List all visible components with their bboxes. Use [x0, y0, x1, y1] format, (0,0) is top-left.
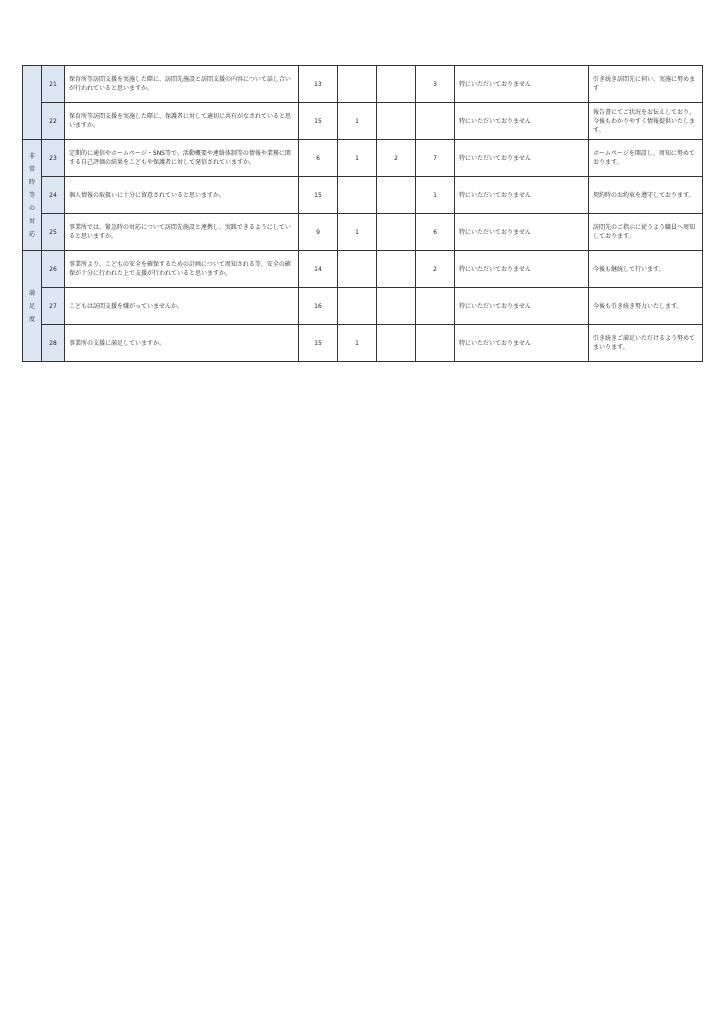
count-neutral	[338, 251, 377, 288]
count-neutral	[338, 66, 377, 103]
count-unknown: 3	[416, 66, 455, 103]
count-no	[377, 103, 416, 140]
category-satisfaction: 満 足 度	[23, 251, 42, 362]
count-unknown: 6	[416, 214, 455, 251]
count-no	[377, 214, 416, 251]
question-text: 保育所等訪問支援を実施した際に、保護者に対して適切に共有がなされていると思いますか。	[65, 103, 299, 140]
parent-remark: 特にいただいておりません	[455, 251, 589, 288]
count-yes: 15	[299, 103, 338, 140]
count-no	[377, 251, 416, 288]
parent-remark: 特にいただいておりません	[455, 177, 589, 214]
category-cell	[23, 66, 42, 140]
count-neutral: 1	[338, 140, 377, 177]
count-yes: 16	[299, 288, 338, 325]
parent-remark: 特にいただいておりません	[455, 288, 589, 325]
question-number: 24	[42, 177, 65, 214]
question-number: 22	[42, 103, 65, 140]
question-number: 27	[42, 288, 65, 325]
question-text: こどもは訪問支援を嫌がっていませんか。	[65, 288, 299, 325]
facility-response: 今後も継続して行います。	[589, 251, 703, 288]
count-no	[377, 177, 416, 214]
count-no	[377, 325, 416, 362]
count-unknown: 1	[416, 177, 455, 214]
survey-table	[22, 65, 703, 362]
count-no: 2	[377, 140, 416, 177]
facility-response: 今後も引き続き努力いたします。	[589, 288, 703, 325]
count-no	[377, 288, 416, 325]
parent-remark: 特にいただいておりません	[455, 140, 589, 177]
table-row	[23, 214, 703, 251]
count-unknown: 2	[416, 251, 455, 288]
count-neutral: 1	[338, 103, 377, 140]
facility-response: 契約時のお約束を遵守しております。	[589, 177, 703, 214]
count-neutral	[338, 288, 377, 325]
parent-remark: 特にいただいておりません	[455, 214, 589, 251]
question-text: 事業所の支援に満足していますか。	[65, 325, 299, 362]
question-text: 保育所等訪問支援を実施した際に、訪問先施設と訪問支援の内容について話し合いが行われていると思いますか。	[65, 66, 299, 103]
table-row	[23, 103, 703, 140]
facility-response: 報告書にてご状況をお伝えしており、今後もわかりやすく情報提供いたします。	[589, 103, 703, 140]
count-no	[377, 66, 416, 103]
table-row	[23, 66, 703, 103]
count-yes: 6	[299, 140, 338, 177]
count-yes: 9	[299, 214, 338, 251]
count-yes: 13	[299, 66, 338, 103]
facility-response: ホームページを開設し、周知に努めております。	[589, 140, 703, 177]
question-number: 28	[42, 325, 65, 362]
question-text: 事業所では、緊急時の対応について訪問先施設と連携し、実践できるようにしていると思いますか。	[65, 214, 299, 251]
question-text: 個人情報の取扱いに十分に留意されていると思いますか。	[65, 177, 299, 214]
count-yes: 15	[299, 325, 338, 362]
table-row	[23, 140, 703, 177]
table-row	[23, 288, 703, 325]
parent-remark: 特にいただいておりません	[455, 103, 589, 140]
count-unknown	[416, 103, 455, 140]
question-number: 21	[42, 66, 65, 103]
question-number: 25	[42, 214, 65, 251]
count-neutral	[338, 177, 377, 214]
question-number: 23	[42, 140, 65, 177]
count-unknown	[416, 288, 455, 325]
table-row	[23, 177, 703, 214]
table-row	[23, 325, 703, 362]
question-text: 定期的に通信やホームページ・SNS等で、活動概要や連絡体制等の情報や業務に関する自己評価の結果をこどもや保護者に対して発信されていますか。	[65, 140, 299, 177]
facility-response: 訪問先のご指示に従うよう職員へ周知しております。	[589, 214, 703, 251]
parent-remark: 特にいただいておりません	[455, 325, 589, 362]
category-emergency: 非 常 時 等 の 対 応	[23, 140, 42, 251]
count-unknown	[416, 325, 455, 362]
question-number: 26	[42, 251, 65, 288]
parent-remark: 特にいただいておりません	[455, 66, 589, 103]
facility-response: 引き続きご満足いただけるよう努めてまいります。	[589, 325, 703, 362]
count-yes: 15	[299, 177, 338, 214]
count-yes: 14	[299, 251, 338, 288]
question-text: 事業所より、こどもの安全を確保するための計画について周知される等、安全の確保が十分に行われた上で支援が行われていると思いますか。	[65, 251, 299, 288]
count-unknown: 7	[416, 140, 455, 177]
count-neutral: 1	[338, 214, 377, 251]
count-neutral: 1	[338, 325, 377, 362]
table-row	[23, 251, 703, 288]
facility-response: 引き続き訪問先に伺い、実施に努めます	[589, 66, 703, 103]
